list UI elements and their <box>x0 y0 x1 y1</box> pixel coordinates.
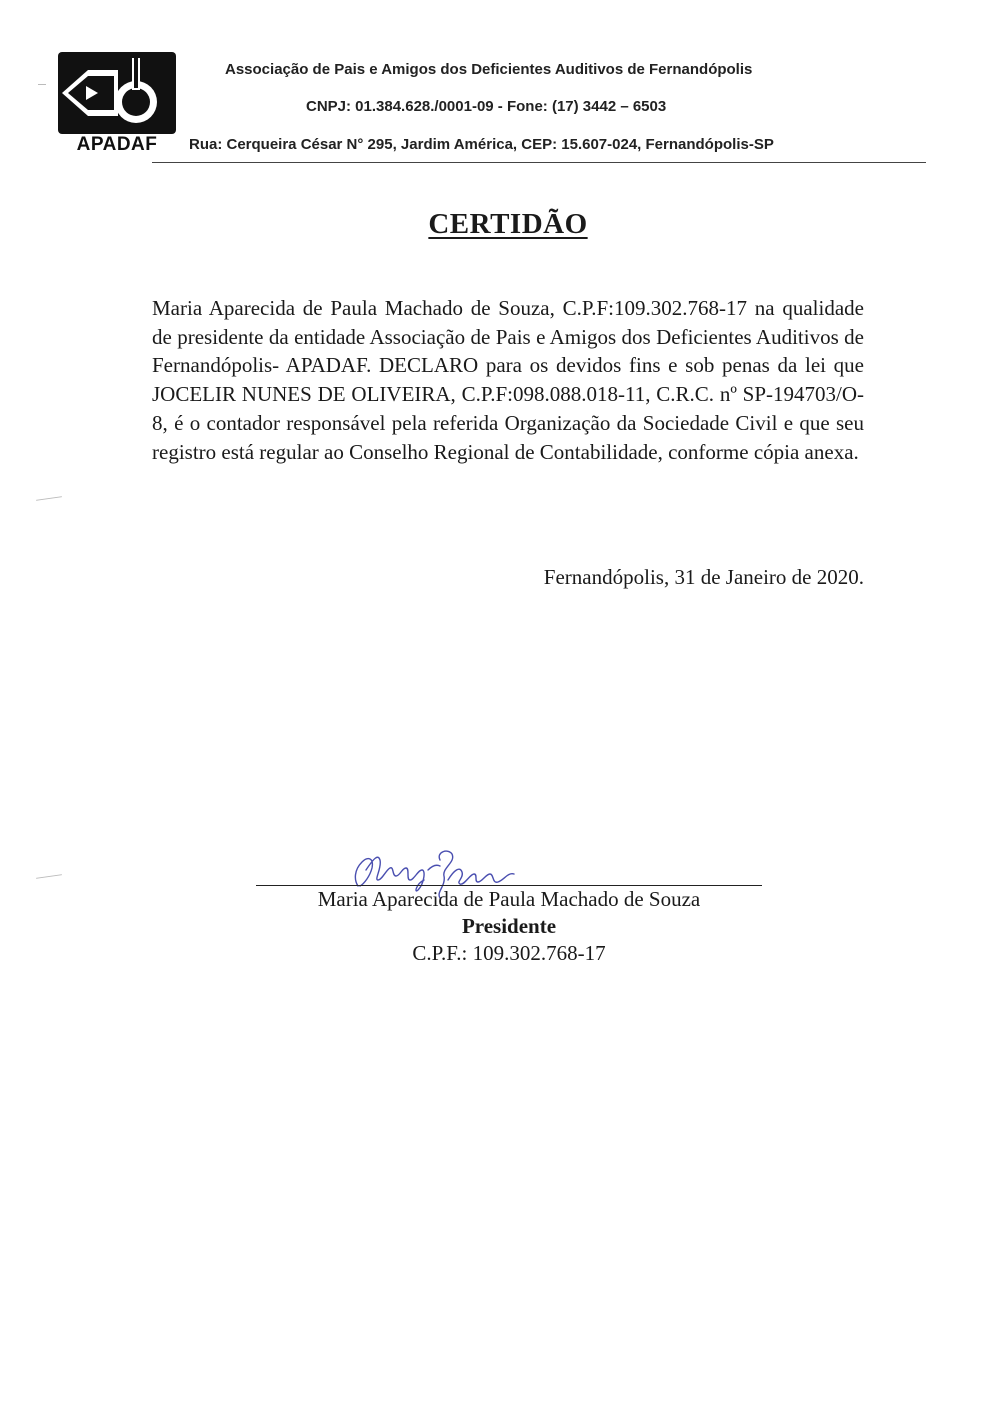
declaration-body: Maria Aparecida de Paula Machado de Souza, C.P.F:109.302.768-17 na qualidade de presidente da entidade Associação de Pais e Amigos dos Deficientes Auditivos de Fernandópolis- APADAF. DECLARO para os devidos fins e sob penas da lei que JOCELIR NUNES DE OLIVEIRA, C.P.F:098.088.018-11, C.R.C. nº SP-194703/O-8, é o contador responsável pela referida Organização da Sociedade Civil e que seu registro está regular ao Conselho Regional de Contabilidade, conforme cópia anexa. <box>152 296 864 464</box>
signatory-name: Maria Aparecida de Paula Machado de Souza <box>317 887 701 911</box>
apadaf-logo <box>58 52 176 134</box>
ear-logo-icon <box>58 52 176 134</box>
address-line: Rua: Cerqueira César N° 295, Jardim América, CEP: 15.607-024, Fernandópolis-SP <box>189 136 774 153</box>
place-and-date: Fernandópolis, 31 de Janeiro de 2020. <box>543 565 864 589</box>
signatory-role: Presidente <box>461 914 557 938</box>
logo-wordmark: APADAF <box>76 134 158 155</box>
signatory-cpf: C.P.F.: 109.302.768-17 <box>412 941 606 965</box>
scan-mark <box>36 874 62 879</box>
cnpj-phone-line: CNPJ: 01.384.628./0001-09 - Fone: (17) 3442 – 6503 <box>306 98 667 115</box>
header-divider <box>152 162 926 163</box>
scan-mark <box>38 84 46 85</box>
organization-name: Associação de Pais e Amigos dos Deficientes Auditivos de Fernandópolis <box>225 61 753 78</box>
document-title: CERTIDÃO <box>428 208 588 240</box>
signature-line <box>256 885 762 886</box>
scan-mark <box>36 496 62 501</box>
